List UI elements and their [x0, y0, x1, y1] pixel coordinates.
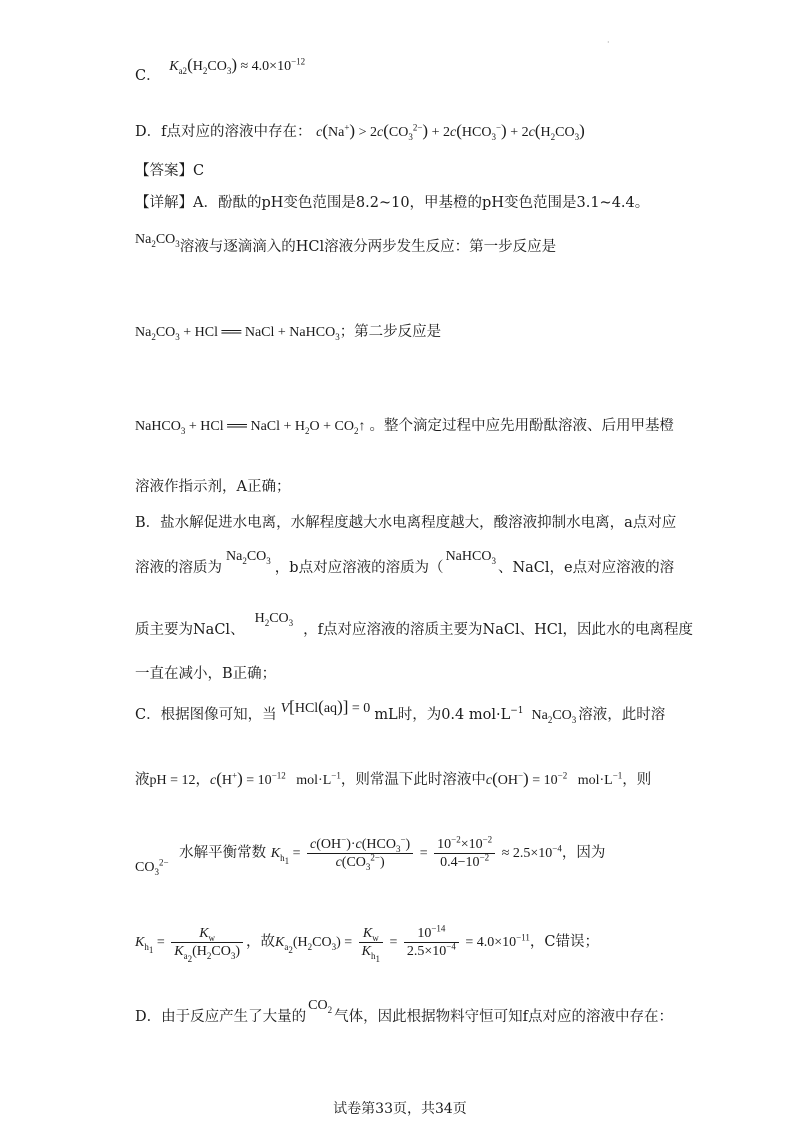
formula-c-oh: $c(OH^-) = 10^{-2}$ $mol\cdot L^{-1}$: [485, 769, 623, 788]
formula-ph: pH = 12: [149, 773, 196, 788]
formula-na2co3: $Na_2CO_3$: [531, 708, 577, 725]
explanation-b-line1: B．盐水解促进水电离，水解程度越大水电离程度越大，酸溶液抑制水电离，a点对应: [135, 515, 677, 531]
option-c-formula: $K_{a2}(H_2CO_3) \approx 4.0\times 10^{-12}$: [169, 55, 306, 76]
formula-kh1-calculation: $K_{h_1}$ = $\frac{c(OH^-)\cdot c(HCO_3^-)}{c(CO_3^{2-})}$ = $\frac{10^{-2}\times 10^{-2}}{0.4-10^{-2}}$ ≈ $2.5\times 10^{-4}$: [270, 834, 562, 873]
explanation-a-intro: 【详解】A．酚酞的pH变色范围是8.2~10，甲基橙的pH变色范围是3.1~4.4。: [135, 195, 650, 211]
formula-c-h: $c(H^+) = 10^{-12}$ $mol\cdot L^{-1}$: [210, 769, 341, 788]
formula-co3: $CO_3^{2-}$: [135, 857, 169, 877]
formula-co2: $CO_2$: [308, 998, 333, 1015]
option-c: [135, 55, 306, 84]
formula-nahco3: NaHCO$_3$: [445, 549, 496, 566]
answer-line: 【答案】C: [135, 163, 205, 179]
explanation-c-line3: $CO_3^{2-}$ 水解平衡常数 $K_{h_1}$ = $\frac{c(OH^-)\cdot c(HCO_3^-)}{c(CO_3^{2-})}$ = $\frac{10^{-2}\times 10^{-2}}{0.4-10^{-2}}$ ≈ $2.5\times 10^{-4}$，因为: [135, 834, 606, 877]
explanation-d-line1: D．由于反应产生了大量的$CO_2$ 气体，因此根据物料守恒可知f点对应的溶液中存在：: [135, 998, 673, 1025]
option-c-label: C．: [135, 68, 161, 84]
formula-na2co3: $Na_2CO_3$: [226, 549, 271, 566]
explanation-c-line2: 液pH = 12，$c(H^+) = 10^{-12}$ $mol\cdot L^{-1}$，则常温下此时溶液中$c(OH^-) = 10^{-2}$ $mol\cdot L^{-1}$，则: [135, 769, 652, 788]
option-d-text: D．f点对应的溶液中存在：: [135, 124, 312, 140]
explanation-a-conclusion: 溶液作指示剂，A正确；: [135, 479, 291, 495]
equation-step-1: [135, 325, 441, 340]
step2-label: ；第二步反应是: [339, 324, 442, 340]
explanation-c-line4: $K_{h_1}$ = $\frac{K_w}{K_{a_2}(H_2CO_3)}$ ，故$K_{a_2}(H_2CO_3)$ = $\frac{K_w}{K_{h_1}}$ = $\frac{10^{-14}}{2.5\times 10^{-4}}$ = $4.0\times 10^{-11}$，C错误；: [135, 923, 600, 964]
formula-kh1-definition: $K_{h_1}$ = $\frac{K_w}{K_{a_2}(H_2CO_3)}$: [135, 935, 246, 950]
equation-2: NaHCO$_3$ + HCl ══ NaCl + $H_2O$ + $CO_2↑$: [135, 419, 366, 436]
formula-h2co3: $H_2CO_3$: [254, 611, 294, 628]
equation-step-2: NaHCO$_3$ + HCl ══ NaCl + $H_2O$ + $CO_2↑$ 。整个滴定过程中应先用酚酞溶液、后用甲基橙: [135, 418, 674, 436]
explanation-a-reaction-intro: $Na_2CO_3$溶液与逐滴滴入的HCl溶液分两步发生反应：第一步反应是: [135, 232, 557, 255]
scan-speck: ·: [607, 38, 610, 47]
formula-ka2-calculation: $K_{a_2}(H_2CO_3)$ = $\frac{K_w}{K_{h_1}}$ = $\frac{10^{-14}}{2.5\times 10^{-4}}$ = $4.0\times 10^{-11}$: [275, 923, 530, 964]
explanation-b-line3: 质主要为NaCl、$H_2CO_3$ ，f点对应溶液的溶质主要为NaCl、HCl，因此水的电离程度: [135, 611, 693, 638]
explanation-b-line2: 溶液的溶质为$Na_2CO_3$ ，b点对应溶液的溶质为（NaHCO$_3$ 、NaCl，e点对应溶液的溶: [135, 549, 675, 576]
explanation-c-line1: C．根据图像可知，当 V[HCl(aq)] = 0 mL时，为0.4 $mol\cdot L^{-1}$ $Na_2CO_3$ 溶液，此时溶: [135, 697, 666, 725]
option-d: [135, 122, 585, 140]
explanation-b-line4: 一直在减小，B正确；: [135, 666, 277, 682]
formula-v-hcl: V[HCl(aq)] = 0: [280, 697, 371, 716]
option-d-formula: $c(Na^+) > 2c(CO_3^{2-}) + 2c(HCO_3^-) + 2c(H_2CO_3)$: [316, 121, 585, 142]
equation-1: $Na_2CO_3$ + HCl ══ NaCl + NaHCO$_3$: [135, 325, 340, 342]
formula-na2co3: $Na_2CO_3$: [135, 232, 180, 249]
page-footer: 试卷第33页，共34页: [333, 1101, 467, 1117]
